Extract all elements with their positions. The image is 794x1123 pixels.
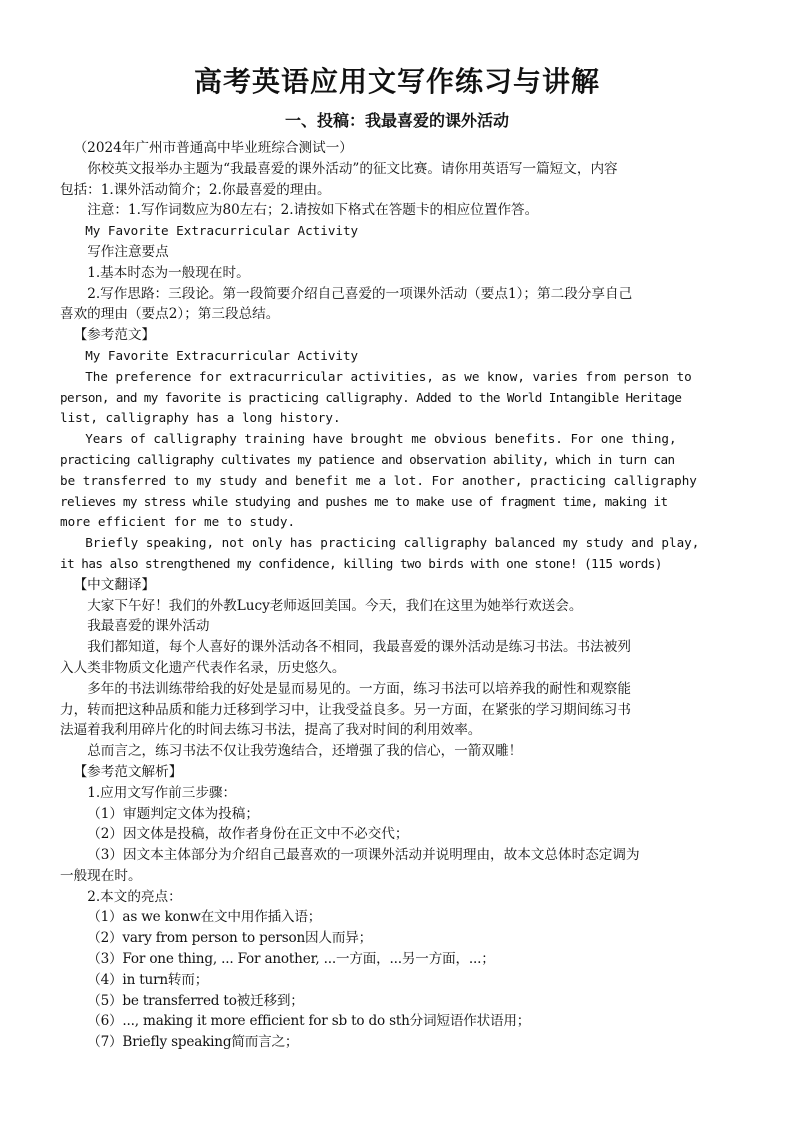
essay-p2-line-5: more efficient for me to study. (60, 514, 296, 530)
analysis-1-3-line-1: （3）因文本主体部分为介绍自己最喜欢的一项课外活动并说明理由，故本文总体时态定调为 (87, 847, 640, 864)
essay-p1-line-2: person, and my favorite is practicing calligraphy. Added to the World Intangible Heritage (60, 389, 682, 405)
essay-p2-line-1: Years of calligraphy training have brought me obvious benefits. For one thing, (85, 431, 677, 447)
essay-p3-line-1: Briefly speaking, not only has practicing calligraphy balanced my study and play, (85, 535, 700, 551)
essay-p2-line-4: relieves my stress while studying and pushes me to make use of fragment time, making it (60, 493, 668, 509)
essay-p2-line-3: be transferred to my study and benefit me a lot. For another, practicing calligraphy (60, 472, 697, 488)
task-line-2: 包括：1.课外活动简介；2.你最喜爱的理由。 (60, 181, 331, 198)
section-subtitle: 一、投稿：我最喜爱的课外活动 (284, 111, 509, 130)
highlight-4: （4）in turn转而； (87, 971, 209, 988)
highlight-7: （7）Briefly speaking简而言之； (87, 1034, 299, 1051)
highlight-5: （5）be transferred to被迁移到； (87, 992, 304, 1009)
translation-p2-line-2: 力，转而把这种品质和能力迁移到学习中，让我受益良多。另一方面，在紧张的学习期间练习书 (60, 701, 631, 718)
essay-p2-line-2: practicing calligraphy cultivates my patience and observation ability, which in turn can (60, 451, 675, 467)
analysis-1-1: （1）审题判定文体为投稿； (87, 805, 259, 822)
source-line: （2024年广州市普通高中毕业班综合测试一） (73, 140, 353, 156)
essay-p3-line-2: it has also strengthened my confidence, killing two birds with one stone! (115 words) (60, 555, 662, 571)
point-1: 1.基本时态为一般现在时。 (87, 264, 250, 281)
translation-line-1: 大家下午好！我们的外教Lucy老师返回美国。今天，我们在这里为她举行欢送会。 (87, 597, 583, 614)
document-title: 高考英语应用文写作练习与讲解 (193, 65, 600, 98)
translation-p2-line-3: 法逼着我利用碎片化的时间去练习书法，提高了我对时间的利用效率。 (60, 722, 482, 739)
reference-heading: 【参考范文】 (73, 327, 156, 344)
english-title-1: My Favorite Extracurricular Activity (85, 223, 359, 239)
translation-title: 我最喜爱的课外活动 (87, 618, 210, 635)
analysis-1: 1.应用文写作前三步骤： (87, 784, 237, 801)
analysis-heading: 【参考范文解析】 (73, 763, 183, 780)
english-title-2: My Favorite Extracurricular Activity (85, 347, 359, 363)
highlight-2: （2）vary from person to person因人而异； (87, 930, 373, 947)
highlight-3: （3）For one thing, ... For another, ...一方面，...另一方面，...； (87, 951, 495, 968)
translation-p2-line-1: 多年的书法训练带给我的好处是显而易见的。一方面，练习书法可以培养我的耐性和观察能 (87, 680, 631, 697)
point-2-line-2: 喜欢的理由（要点2）；第三段总结。 (60, 306, 280, 323)
highlight-6: （6）..., making it more efficient for sb to do sth分词短语作状语用； (87, 1013, 531, 1030)
translation-heading: 【中文翻译】 (73, 576, 156, 593)
analysis-1-2: （2）因文体是投稿，故作者身份在正文中不必交代； (87, 826, 409, 843)
translation-p1-line-1: 我们都知道，每个人喜好的课外活动各不相同，我最喜爱的课外活动是练习书法。书法被列 (87, 639, 631, 656)
essay-p1-line-1: The preference for extracurricular activities, as we know, varies from person to (85, 368, 692, 384)
analysis-1-3-line-2: 一般现在时。 (60, 867, 142, 884)
translation-p1-line-2: 入人类非物质文化遗产代表作名录，历史悠久。 (60, 659, 346, 676)
notice-line: 注意：1.写作词数应为80左右；2.请按如下格式在答题卡的相应位置作答。 (87, 202, 539, 219)
translation-p3: 总而言之，练习书法不仅让我劳逸结合，还增强了我的信心，一箭双雕！ (87, 743, 523, 760)
task-line-1: 你校英文报举办主题为“我最喜爱的课外活动”的征文比赛。请你用英语写一篇短文，内容 (87, 160, 618, 177)
points-heading: 写作注意要点 (87, 243, 169, 260)
essay-p1-line-3: list, calligraphy has a long history. (60, 410, 341, 426)
point-2-line-1: 2.写作思路：三段论。第一段简要介绍自己喜爱的一项课外活动（要点1）；第二段分享自己 (87, 285, 633, 302)
highlight-1: （1）as we konw在文中用作插入语； (87, 909, 322, 926)
analysis-2: 2.本文的亮点： (87, 888, 182, 905)
document-page (60, 62, 734, 1053)
